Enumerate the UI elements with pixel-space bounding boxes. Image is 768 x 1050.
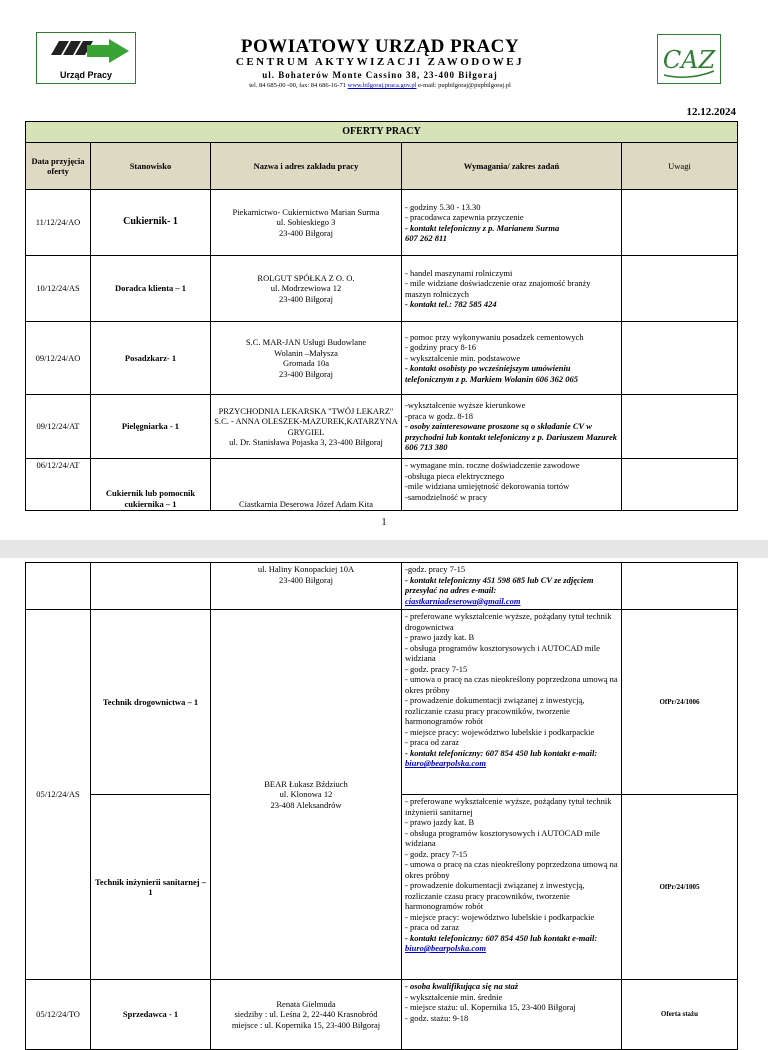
employer-line: Ciastkarnia Deserowa Józef Adam Kita xyxy=(238,498,374,509)
offer-date: 11/12/24/AO xyxy=(26,190,91,256)
position-name: Cukiernik- 1 xyxy=(91,190,211,256)
requirement-line: - obsługa programów kosztorysowych i AUTOCAD mile widziana xyxy=(405,827,600,848)
urzad-pracy-logo xyxy=(36,32,136,84)
office-address: ul. Bohaterów Monte Cassino 38, 23-400 Biłgoraj xyxy=(262,70,498,80)
offer-notes: Oferta stażu xyxy=(622,980,738,1050)
employer-line: Piekarnictwo- Cukiernictwo Marian Surma xyxy=(232,206,380,217)
page-2 xyxy=(0,558,768,1030)
requirement-line: - praca od zaraz xyxy=(405,737,460,747)
position-name xyxy=(91,563,211,610)
logo-caption: Urząd Pracy xyxy=(59,70,113,80)
requirement-line: - wymagane min. roczne doświadczenie zawodowe xyxy=(405,460,580,470)
position-name: Sprzedawca - 1 xyxy=(91,980,211,1050)
col-employer-header: Nazwa i adres zakładu pracy xyxy=(211,143,402,190)
caz-logo xyxy=(657,34,721,84)
employer-info xyxy=(211,190,402,256)
requirement-line: - godziny pracy 8-16 xyxy=(405,342,477,353)
requirements xyxy=(402,322,622,395)
requirement-line: - preferowane wykształcenie wyższe, pożądany tytuł technik inżynierii sanitarnej xyxy=(405,796,612,817)
requirements xyxy=(402,980,622,1050)
contact-email: e-mail: pupbilgoraj@pupbilgoraj.pl xyxy=(416,82,511,89)
page-separator xyxy=(0,540,768,558)
email-link[interactable]: ciastkarniadeserowa@gmail.com xyxy=(405,595,521,606)
contact-phone: tel. 84 685-00 -00, fax: 84 686-16-71 xyxy=(249,82,348,89)
employer-line: ROLGUT SPÓŁKA Z O. O. xyxy=(257,272,355,283)
employer-info xyxy=(211,563,402,610)
table-row xyxy=(26,395,738,459)
requirement-internship: - osoba kwalifikująca się na staż xyxy=(405,981,519,991)
offer-notes xyxy=(622,256,738,322)
caz-logo-icon xyxy=(658,35,720,83)
requirement-line: -wykształcenie wyższe kierunkowe xyxy=(405,400,526,411)
employer-info xyxy=(211,459,402,511)
employer-line: ul. Klonowa 12 xyxy=(279,789,333,800)
requirement-line: - pracodawca zapewnia przyczenie xyxy=(405,212,524,222)
requirement-line: - prowadzenie dokumentacji związanej z inwestycją, rozliczanie czasu pracy pracowników, tworzenie harmonogramów robót xyxy=(405,880,585,911)
office-contact xyxy=(150,82,610,89)
requirement-contact: - kontakt telefoniczny 451 598 685 lub CV ze zdjęciem przesyłać na adres e-mail: xyxy=(405,574,594,595)
position-name: Cukiernik lub pomocnik cukiernika – 1 xyxy=(91,459,211,511)
employer-line: siedziby : ul. Leśna 2, 22-440 Krasnobród xyxy=(234,1009,378,1020)
requirement-line: -obsługa pieca elektrycznego xyxy=(405,470,505,481)
requirement-contact: - kontakt telefoniczny z p. Marianem Surma xyxy=(405,222,560,233)
requirement-line: - prawo jazdy kat. B xyxy=(405,817,475,827)
offer-notes: OfPr/24/1005 xyxy=(622,795,738,980)
contact-text: - kontakt telefoniczny: 607 854 450 lub kontakt e-mail: xyxy=(405,747,598,758)
offer-notes xyxy=(622,563,738,610)
table-row xyxy=(26,610,738,795)
table-row xyxy=(26,563,738,610)
col-notes-header: Uwagi xyxy=(622,143,738,190)
requirement-line: - prawo jazdy kat. B xyxy=(405,632,475,642)
employer-info xyxy=(211,610,402,980)
website-link[interactable]: www.bilgoraj.praca.gov.pl xyxy=(347,82,417,89)
caz-logo-text: CAZ xyxy=(662,46,716,74)
offer-notes xyxy=(622,395,738,459)
requirement-line: - miejsce pracy: województwo lubelskie i podkarpackie xyxy=(405,911,595,922)
requirement-line: - umowa o pracę na czas nieokreślony poprzedzona umową na okres próbny xyxy=(405,859,618,880)
document-date: 12.12.2024 xyxy=(686,106,736,118)
employer-line: miejsce : ul. Kopernika 15, 23-400 Biłgoraj xyxy=(231,1019,381,1030)
offer-date: 06/12/24/AT xyxy=(26,459,91,511)
employer-line: BEAR Łukasz Bździuch xyxy=(264,778,348,789)
offer-notes xyxy=(622,322,738,395)
employer-line: Wolanin –Małysza xyxy=(274,347,338,358)
offer-date: 09/12/24/AO xyxy=(26,322,91,395)
employer-line: 23-408 Aleksandrów xyxy=(270,799,342,810)
offer-date: 09/12/24/AT xyxy=(26,395,91,459)
requirement-contact: 607 262 811 xyxy=(405,233,448,243)
requirement-line: - miejsce pracy: województwo lubelskie i podkarpackie xyxy=(405,726,595,737)
arrow-logo-icon xyxy=(37,33,135,69)
position-name: Posadzkarz- 1 xyxy=(91,322,211,395)
requirements xyxy=(402,395,622,459)
requirement-line: - godz. stażu: 9-18 xyxy=(405,1012,469,1023)
requirement-contact: - kontakt osobisty po wcześniejszym umówieniu telefonicznym z p. Markiem Wolanin 606 362 065 xyxy=(405,363,579,384)
requirements xyxy=(402,795,622,980)
offer-date xyxy=(26,563,91,610)
offer-date: 05/12/24/AS xyxy=(26,610,91,980)
offer-date: 10/12/24/AS xyxy=(26,256,91,322)
requirement-line: - mile widziane doświadczenie oraz znajomość branży maszyn rolniczych xyxy=(405,278,591,299)
requirement-line: - umowa o pracę na czas nieokreślony poprzedzona umową na okres próbny xyxy=(405,674,618,695)
employer-line: 23-400 Biłgoraj xyxy=(278,368,334,379)
position-name: Pielęgniarka - 1 xyxy=(91,395,211,459)
requirement-line: - godz. pracy 7-15 xyxy=(405,848,468,859)
table-row xyxy=(26,322,738,395)
contact-text: - kontakt telefoniczny: 607 854 450 lub kontakt e-mail: xyxy=(405,932,598,943)
offer-notes: OfPr/24/1006 xyxy=(622,610,738,795)
requirement-line: - obsługa programów kosztorysowych i AUTOCAD mile widziana xyxy=(405,642,600,663)
employer-line: 23-400 Biłgoraj xyxy=(278,574,334,585)
employer-info xyxy=(211,256,402,322)
requirement-line: -mile widziana umiejętność dekorowania tortów xyxy=(405,481,570,491)
table-row xyxy=(26,980,738,1050)
requirement-line: - praca od zaraz xyxy=(405,922,460,932)
requirements xyxy=(402,563,622,610)
requirement-line: - godz. pracy 7-15 xyxy=(405,663,468,674)
col-date-header: Data przyjęcia oferty xyxy=(26,143,91,190)
requirement-line: - preferowane wykształcenie wyższe, pożądany tytuł technik drogownictwa xyxy=(405,611,612,632)
requirement-line: -samodzielność w pracy xyxy=(405,491,488,502)
employer-line: ul. Sobieskiego 3 xyxy=(276,217,336,228)
position-name: Technik drogownictwa – 1 xyxy=(91,610,211,795)
requirement-line: - wykształcenie min. podstawowe xyxy=(405,352,521,363)
requirements xyxy=(402,256,622,322)
table-header-row xyxy=(26,143,738,190)
requirement-line: - handel maszynami rolniczymi xyxy=(405,267,513,278)
table-row xyxy=(26,190,738,256)
col-requirements-header: Wymagania/ zakres zadań xyxy=(402,143,622,190)
requirement-line: - miejsce stażu: ul. Kopernika 15, 23-400 Biłgoraj xyxy=(405,1002,576,1012)
job-offers-table-continued xyxy=(25,562,738,1050)
employer-line: 23-400 Biłgoraj xyxy=(278,227,334,238)
requirement-line: - prowadzenie dokumentacji związanej z inwestycją, rozliczanie czasu pracy pracowników, tworzenie harmonogramów robót xyxy=(405,695,585,726)
office-subtitle: CENTRUM AKTYWIZACJI ZAWODOWEJ xyxy=(235,56,525,68)
job-offers-table xyxy=(25,121,738,511)
employer-line: ul. Dr. Stanisława Pojaska 3, 23-400 Biłgoraj xyxy=(229,437,383,447)
employer-line: Renata Gielmuda xyxy=(276,998,336,1009)
requirement-contact xyxy=(405,933,618,954)
col-position-header: Stanowisko xyxy=(91,143,211,190)
requirement-contact: - osoby zainteresowane proszone są o składanie CV w przychodni lub kontakt telefoniczny z p. Dariuszem Mazurek 606 713 380 xyxy=(405,421,618,453)
table-title: OFERTY PRACY xyxy=(26,122,738,143)
requirement-line: - wykształcenie min. średnie xyxy=(405,991,503,1002)
requirement-line: -praca w godz. 8-18 xyxy=(405,410,473,421)
requirement-line: -godz. pracy 7-15 xyxy=(405,564,466,574)
office-title: POWIATOWY URZĄD PRACY xyxy=(240,36,520,57)
employer-line: Gromada 10a xyxy=(282,358,330,368)
position-name: Doradca klienta – 1 xyxy=(91,256,211,322)
table-row xyxy=(26,256,738,322)
table-row xyxy=(26,459,738,511)
employer-line: S.C. MAR-JAN Usługi Budowlane xyxy=(245,337,367,347)
employer-line: ul. Haliny Konopackiej 10A xyxy=(257,564,355,574)
requirement-contact xyxy=(405,748,618,769)
requirements xyxy=(402,459,622,511)
page-number: 1 xyxy=(381,517,387,528)
employer-info xyxy=(211,395,402,459)
employer-info xyxy=(211,980,402,1050)
offer-date: 05/12/24/TO xyxy=(26,980,91,1050)
offer-notes xyxy=(622,459,738,511)
requirement-line: - pomoc przy wykonywaniu posadzek cementowych xyxy=(405,331,584,342)
requirements xyxy=(402,190,622,256)
offer-notes xyxy=(622,190,738,256)
requirement-contact: - kontakt tel.: 782 585 424 xyxy=(405,299,497,309)
email-link[interactable]: biuro@bearpolska.com xyxy=(405,758,486,768)
employer-info xyxy=(211,322,402,395)
email-link[interactable]: biuro@bearpolska.com xyxy=(405,943,486,953)
employer-line: PRZYCHODNIA LEKARSKA "TWÓJ LEKARZ" S.C. - ANNA OLESZEK-MAZUREK,KATARZYNA GRYGIEL xyxy=(214,405,398,437)
employer-line: ul. Modrzewiowa 12 xyxy=(270,283,342,294)
requirement-line: - godziny 5.30 - 13.30 xyxy=(405,201,481,212)
employer-line: 23-400 Biłgoraj xyxy=(278,293,334,304)
position-name: Technik inżynierii sanitarnej – 1 xyxy=(91,795,211,980)
requirements xyxy=(402,610,622,795)
